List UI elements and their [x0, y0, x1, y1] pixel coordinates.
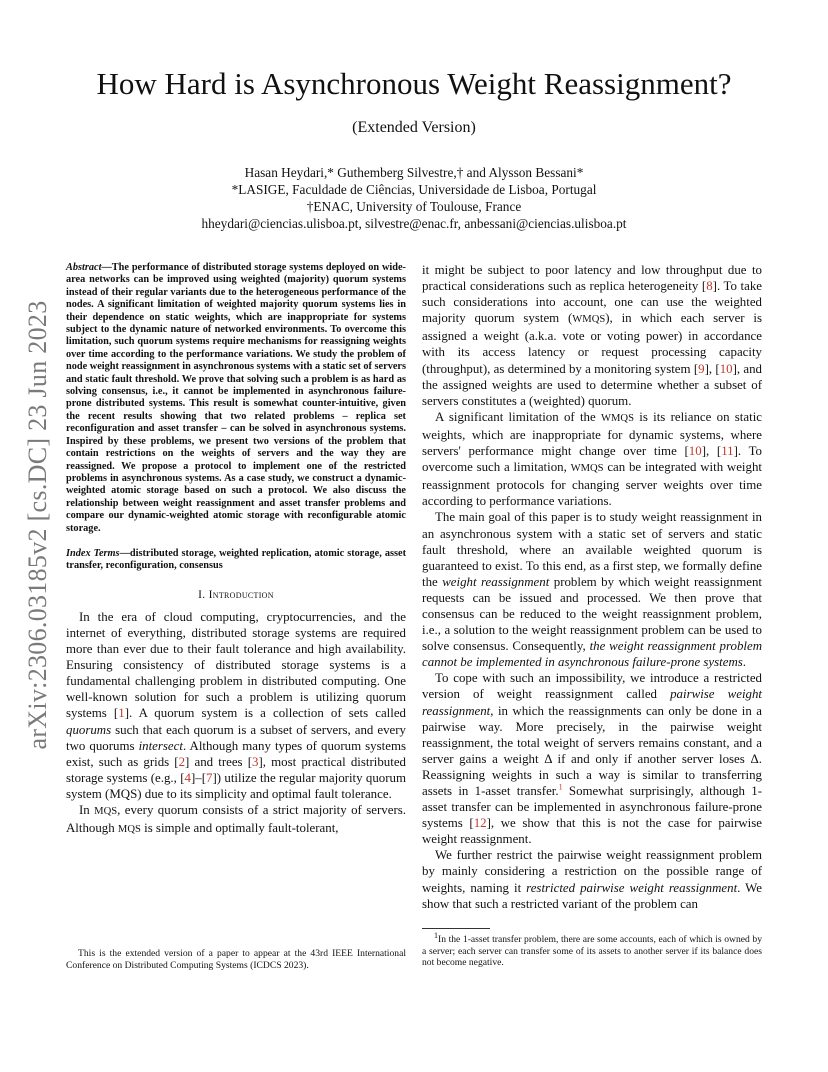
affiliation-1: *LASIGE, Faculdade de Ciências, Universidade de Lisboa, Portugal [231, 182, 597, 197]
footnote-1 [422, 930, 762, 969]
footnote-mark: 1 [434, 930, 438, 940]
abstract-label: Abstract [66, 262, 102, 273]
citation-link[interactable]: 12 [473, 816, 487, 831]
citation-link[interactable]: 2 [178, 754, 186, 769]
citation-link[interactable]: 10 [719, 361, 733, 376]
affiliation-2: †ENAC, University of Toulouse, France [306, 199, 522, 214]
right-paragraph-5: We further restrict the pairwise weight reassignment problem by mainly considering a restriction on the possible range of weights, naming it restricted pairwise weight reassignment. We show that such a restricted variant of the problem can [422, 848, 763, 911]
footnote-divider [422, 928, 490, 929]
abstract [66, 262, 406, 535]
author-names: Hasan Heydari,* Guthemberg Silvestre,† and Alysson Bessani* [244, 165, 584, 180]
right-paragraph-4: To cope with such an impossibility, we introduce a restricted version of weight reassignment called pairwise weight reassignment, in which the reassignments can only be done in a pairwise way. More precisely, in the pairwise weight reassignment, the total weight of servers remains constant, and a server gains a weight Δ if and only if another server loses Δ. Reassigning weights in such a way is similar to transferring assets in 1-asset transfer.$^1$ Somewhat surprisingly, although 1-asset transfer can be implemented in asynchronous failure-prone systems [12], we show that this is not the case for pairwise weight reassignment. [422, 671, 762, 847]
citation-link[interactable]: 10 [688, 444, 702, 459]
author-block [60, 164, 768, 232]
citation-link[interactable]: 11 [721, 444, 734, 459]
arxiv-stamp [18, 290, 58, 760]
right-paragraph-1: it might be subject to poor latency and low throughput due to practical considerations such as replica heterogeneity [8]. To take such considerations into account, one can use the weighted majority quorum system (WMQS), in which each server is assigned a weight (a.k.a. vote or voting power) in accordance with its access latency or request processing capacity (throughput), as determined by a monitoring system [9], [10], and the assigned weights are used to determine whether a subset of servers constitutes a (weighted) quorum. [422, 263, 762, 408]
footnote-1-text: In the 1-asset transfer problem, there are some accounts, each of which is owned by a server; each server can transfer some of its assets to another server if its balance does not become negative. [422, 934, 762, 969]
left-column [66, 262, 406, 838]
intro-paragraph-2: In MQS, every quorum consists of a strict majority of servers. Although MQS is simple and optimally fault-tolerant, [66, 802, 406, 836]
index-terms-text: —distributed storage, weighted replication, atomic storage, asset transfer, reconfiguration, consensus [66, 547, 406, 572]
author-emails: hheydari@ciencias.ulisboa.pt, silvestre@enac.fr, anbessani@ciencias.ulisboa.pt [201, 216, 627, 231]
citation-link[interactable]: 3 [252, 754, 259, 769]
citation-link[interactable]: 1 [118, 706, 125, 721]
citation-link[interactable]: 7 [206, 770, 213, 785]
citation-link[interactable]: 9 [698, 361, 705, 376]
citation-link[interactable]: 8 [706, 279, 713, 294]
right-column [422, 262, 762, 912]
abstract-text: —The performance of distributed storage systems deployed on wide-area networks can be improved using weighted (majority) quorum systems instead of their regular variants due to the heterogeneous performance of the nodes. A significant limitation of weighted majority quorum systems lies in their dependence on static weights, which are inappropriate for systems subject to the dynamic nature of networked environments. To overcome this limitation, such quorum systems require mechanisms for reassigning weights over time according to the performance variations. We study the problem of node weight reassignment in asynchronous systems with a static set of servers and static fault threshold. We prove that solving such a problem is as hard as solving consensus, i.e., it cannot be implemented in asynchronous failure-prone distributed systems. This result is somewhat counter-intuitive, given the recent results showing that two related problems – replica set reconfiguration and asset transfer – can be solved in asynchronous systems. Inspired by these problems, we present two versions of the problem that contain restrictions on the weights of servers and the way they are reassigned. We propose a protocol to implement one of the restricted problems in asynchronous systems. As a case study, we construct a dynamic-weighted atomic storage based on such a protocol. We also discuss the relationship between weight reassignment and asset transfer problems and compare our dynamic-weighted atomic storage with reconfigurable atomic storage. [66, 262, 406, 534]
paper-subtitle: (Extended Version) [352, 119, 476, 136]
right-paragraph-2: A significant limitation of the WMQS is its reliance on static weights, which are inappropriate for dynamic systems, where servers' performance might change over time [10], [11]. To overcome such a limitation, WMQS can be integrated with weight reassignment protocols for changing server weights over time according to performance variations. [422, 409, 762, 509]
footnote-extended-version: This is the extended version of a paper to appear at the 43rd IEEE International Conference on Distributed Computing Systems (ICDCS 2023). [66, 948, 406, 971]
index-terms-label: Index Terms [66, 547, 120, 559]
right-paragraph-3: The main goal of this paper is to study weight reassignment in an asynchronous system with a static set of servers and static fault threshold, where an available weighted quorum is guaranteed to exist. To this end, as a first step, we formally define the weight reassignment problem by which weight reassignment requests can be issued and processed. We then prove that consensus can be reduced to the weight reassignment problem, i.e., a solution to the weight reassignment problem can be used to solve consensus. Consequently, the weight reassignment problem cannot be implemented in asynchronous failure-prone systems. [422, 510, 763, 670]
footnote-ref[interactable]: 1 [558, 782, 563, 792]
paper-title: How Hard is Asynchronous Weight Reassignment? [96, 66, 732, 101]
citation-link[interactable]: 4 [184, 770, 191, 785]
arxiv-stamp-text: arXiv:2306.03185v2 [cs.DC] 23 Jun 2023 [23, 300, 52, 750]
index-terms [66, 548, 406, 573]
section-heading-introduction: I. Introduction [198, 588, 274, 601]
intro-paragraph-1: In the era of cloud computing, cryptocurrencies, and the internet of everything, distributed storage systems are required more than ever due to their fault tolerance and high availability. Ensuring consistency of distributed storage systems is a fundamental challenging problem in distributed computing. One well-known solution for such a problem is utilizing quorum systems [1]. A quorum system is a collection of sets called quorums such that each quorum is a subset of servers, and every two quorums intersect. Although many types of quorum systems exist, such as grids [2] and trees [3], most practical distributed storage systems (e.g., [4]–[7]) utilize the regular majority quorum system (MQS) due to its simplicity and optimal fault tolerance. [66, 609, 406, 801]
